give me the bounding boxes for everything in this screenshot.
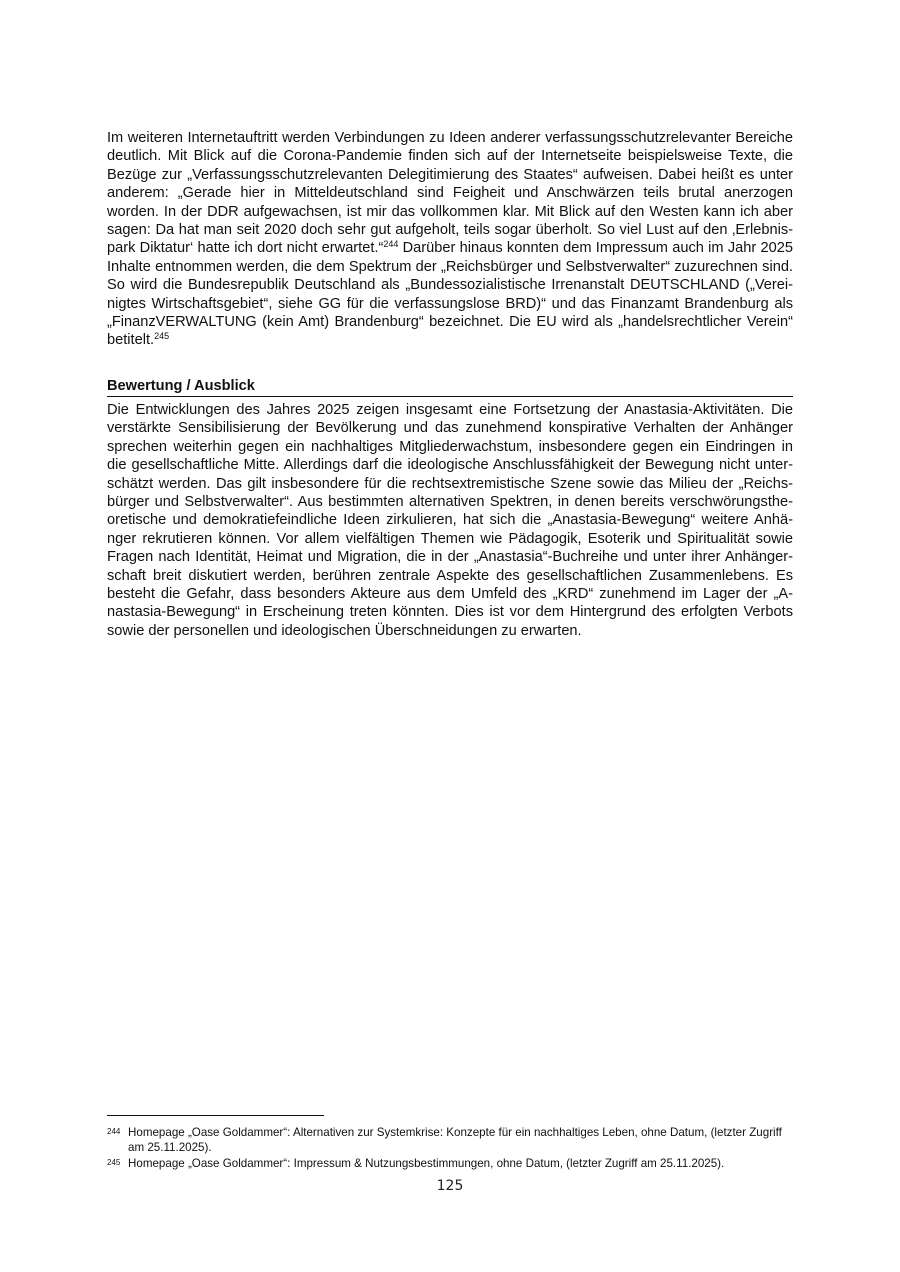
footnote-text: Homepage „Oase Goldammer“: Alternativen zur Systemkrise: Konzepte für ein nachhaltiges Leben, ohne Datum, (letzter Zugriff am 25.11.2025). bbox=[128, 1126, 782, 1154]
body-paragraph: Die Entwicklungen des Jahres 2025 zeigen insgesamt eine Fortsetzung der Anastasia-Aktivitäten. Die verstärkte Sensibilisierung der Bevölkerung und das zunehmend konspirative Verhalten der Anhänger sprechen weiterhin gegen ein nachhaltiges Mitgliederwachstum, insbesondere gegen ein Eindringen in die gesellschaftliche Mitte. Allerdings darf die ideologische Anschlussfähigkeit der Bewegung nicht unterschätzt werden. Das gilt insbesondere für die rechtsextremistische Szene sowie das Milieu der „Reichsbürger und Selbstverwalter“. Aus bestimmten alternativen Spektren, in denen bereits verschwörungstheoretische und demokratiefeindliche Ideen zirkulieren, hat sich die „Anastasia-Bewegung“ weitere Anhänger rekrutieren können. Vor allem vielfältigen Themen wie Pädagogik, Esoterik und Spiritualität sowie Fragen nach Identität, Heimat und Migration, die in der „Anastasia“-Buchreihe und unter ihrer Anhängerschaft breit diskutiert werden, berühren zentrale Aspekte des gesellschaftlichen Zusammenlebens. Es besteht die Gefahr, dass besonders Akteure aus dem Umfeld des „KRD“ zunehmend im Lager der „Anastasia-Bewegung“ in Erscheinung treten könnten. Dies ist vor dem Hintergrund des erfolgten Verbots sowie der personellen und ideologischen Überschneidungen zu erwarten. bbox=[107, 401, 793, 639]
footnotes bbox=[107, 1115, 793, 1174]
section-heading: Bewertung / Ausblick bbox=[107, 377, 255, 394]
footnote bbox=[107, 1126, 793, 1155]
footnote-reference[interactable]: 245 bbox=[154, 331, 170, 342]
section-heading-container bbox=[107, 377, 793, 397]
footnote bbox=[107, 1157, 793, 1172]
body-paragraph bbox=[107, 129, 793, 350]
document-body bbox=[107, 129, 793, 640]
paragraph-text-continued: Darüber hinaus konnten dem Impressum auch im Jahr 2025 Inhalte entnommen werden, die dem Spektrum der „Reichsbürger und Selbstverwalter“ zuzurechnen sind. So wird die Bundesrepublik Deutschland als „Bundessozialistische Irrenanstalt DEUTSCHLAND („Vereinigtes Wirtschaftsgebiet“, siehe GG für die verfassungslose BRD)“ und das Finanzamt Brandenburg als „FinanzVERWALTUNG (kein Amt) Brandenburg“ bezeichnet. Die EU wird als „handelsrechtlicher Verein“ betitelt. bbox=[107, 240, 793, 349]
footnote-number: 245 bbox=[107, 1158, 121, 1168]
paragraph-text: Im weiteren Internetauftritt werden Verbindungen zu Ideen anderer verfassungsschutzrelevanter Bereiche deutlich. Mit Blick auf die Corona-Pandemie finden sich auf der Internetseite beispielsweise Texte, die Bezüge zur „Verfassungsschutzrelevanten Delegitimierung des Staates“ aufweisen. Dabei heißt es unter anderem: „Gerade hier in Mitteldeutschland sind Feigheit und Anschwärzen teils brutal anerzogen worden. In der DDR aufgewachsen, ist mir das vollkommen klar. Mit Blick auf den Westen kann ich aber sagen: Da hat man seit 2020 doch sehr gut aufgeholt, teils sogar überholt. So viel Lust auf den ‚Erlebnispark Diktatur‘ hatte ich dort nicht erwartet.“ bbox=[107, 130, 793, 257]
footnote-reference[interactable]: 244 bbox=[383, 239, 399, 250]
page-number: 125 bbox=[436, 1178, 464, 1194]
footnote-separator bbox=[107, 1115, 324, 1116]
footnote-number: 244 bbox=[107, 1127, 121, 1136]
footnote-text: Homepage „Oase Goldammer“: Impressum & Nutzungsbestimmungen, ohne Datum, (letzter Zugriff am 25.11.2025). bbox=[128, 1157, 725, 1171]
